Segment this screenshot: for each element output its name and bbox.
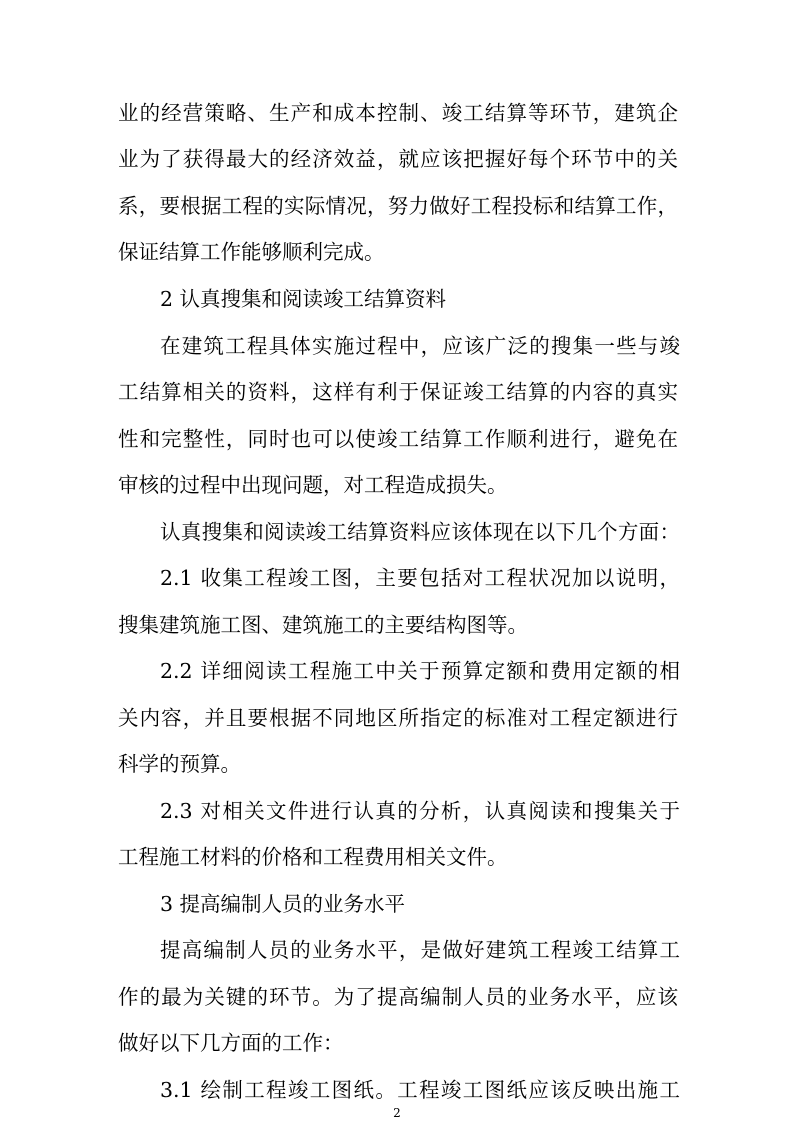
text-line: 工结算相关的资料，这样有利于保证竣工结算的内容的真实 [118, 380, 678, 404]
text-line: 工程施工材料的价格和工程费用相关文件。 [118, 845, 508, 869]
text-line: 在建筑工程具体实施过程中，应该广泛的搜集一些与竣 [160, 334, 680, 358]
text-line: 业为了获得最大的经济效益，就应该把握好每个环节中的关 [118, 147, 678, 171]
text-line: 2.1 收集工程竣工图，主要包括对工程状况加以说明， [160, 566, 680, 590]
text-line: 科学的预算。 [118, 752, 241, 776]
text-line: 做好以下几方面的工作： [118, 1031, 344, 1055]
text-line: 2.3 对相关文件进行认真的分析，认真阅读和搜集关于 [160, 799, 680, 823]
text-line: 作的最为关键的环节。为了提高编制人员的业务水平，应该 [118, 985, 678, 1009]
text-line: 业的经营策略、生产和成本控制、竣工结算等环节，建筑企 [118, 101, 678, 125]
text-line: 关内容，并且要根据不同地区所指定的标准对工程定额进行 [118, 706, 678, 730]
text-line: 提高编制人员的业务水平，是做好建筑工程竣工结算工 [160, 938, 680, 962]
text-line: 搜集建筑施工图、建筑施工的主要结构图等。 [118, 613, 528, 637]
page-number: 2 [393, 1106, 401, 1120]
text-line: 系，要根据工程的实际情况，努力做好工程投标和结算工作， [118, 194, 678, 218]
text-line: 2.2 详细阅读工程施工中关于预算定额和费用定额的相 [160, 659, 680, 683]
text-line: 性和完整性，同时也可以使竣工结算工作顺利进行，避免在 [118, 427, 678, 451]
section-heading: 3 提高编制人员的业务水平 [160, 892, 406, 916]
section-heading: 2 认真搜集和阅读竣工结算资料 [160, 287, 447, 311]
text-line: 认真搜集和阅读竣工结算资料应该体现在以下几个方面： [160, 520, 680, 544]
text-line: 保证结算工作能够顺利完成。 [118, 240, 385, 264]
text-line: 审核的过程中出现问题，对工程造成损失。 [118, 473, 508, 497]
text-line: 3.1 绘制工程竣工图纸。工程竣工图纸应该反映出施工 [160, 1078, 680, 1102]
